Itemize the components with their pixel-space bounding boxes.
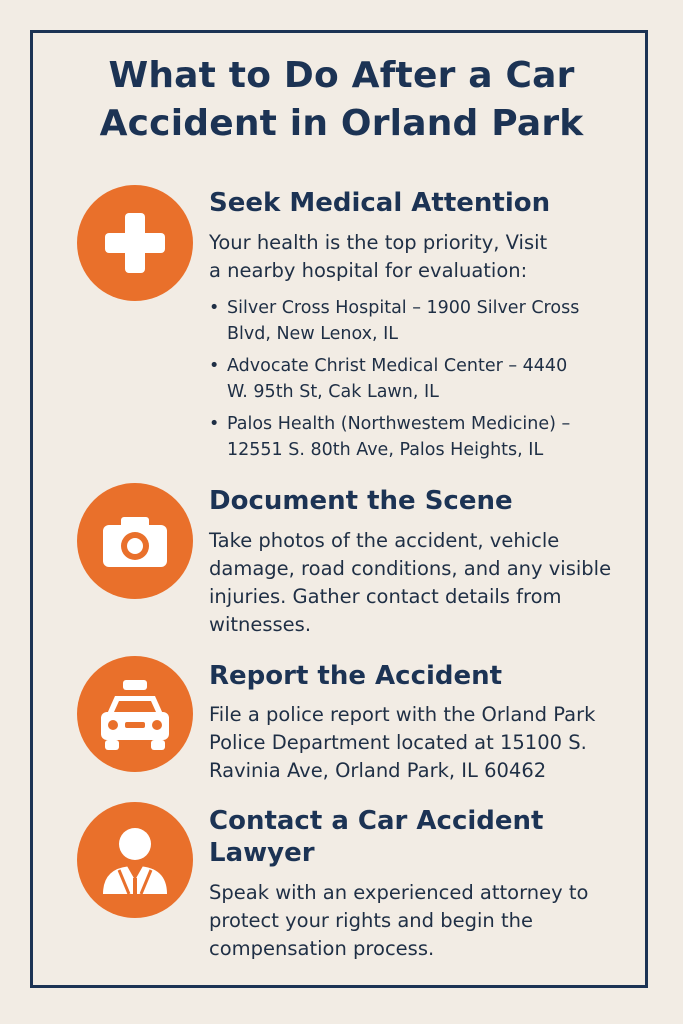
body-line: injuries. Gather contact details from <box>209 585 562 608</box>
list-item-line: Advocate Christ Medical Center – 4440 <box>227 356 568 376</box>
body-line: Your health is the top priority, Visit <box>209 231 548 254</box>
list-item <box>209 353 629 405</box>
section-body-lawyer <box>209 879 629 963</box>
bullet-dot: • <box>209 356 220 376</box>
section-heading-document: Document the Scene <box>209 486 513 516</box>
list-item <box>209 295 629 347</box>
body-line: witnesses. <box>209 613 312 636</box>
bullet-dot: • <box>209 414 220 434</box>
title-line-2: Accident in Orland Park <box>99 103 584 144</box>
body-line: protect your rights and begin the <box>209 909 533 932</box>
title-line-1: What to Do After a Car <box>108 55 575 96</box>
section-heading-medical: Seek Medical Attention <box>209 188 551 218</box>
section-heading-report: Report the Accident <box>209 661 503 691</box>
police-car-icon <box>77 656 193 772</box>
body-line: Ravinia Ave, Orland Park, IL 60462 <box>209 759 547 782</box>
section-heading-lawyer <box>209 805 543 869</box>
body-line: File a police report with the Orland Park <box>209 703 596 726</box>
medical-cross-icon <box>77 185 193 301</box>
body-line: damage, road conditions, and any visible <box>209 557 612 580</box>
body-line: a nearby hospital for evaluation: <box>209 259 528 282</box>
list-item-line: Palos Health (Northwestem Medicine) – <box>227 414 571 434</box>
body-line: compensation process. <box>209 937 435 960</box>
bullet-dot: • <box>209 298 220 318</box>
list-item-line: Silver Cross Hospital – 1900 Silver Cross <box>227 298 580 318</box>
list-item <box>209 411 629 463</box>
section-body-document <box>209 527 629 639</box>
body-line: Police Department located at 15100 S. <box>209 731 587 754</box>
heading-line: Contact a Car Accident <box>209 806 544 836</box>
body-line: Speak with an experienced attorney to <box>209 881 589 904</box>
list-item-line: W. 95th St, Cak Lawn, IL <box>227 382 439 402</box>
lawyer-person-icon <box>77 802 193 918</box>
list-item-line: Blvd, New Lenox, IL <box>227 324 399 344</box>
section-body-report <box>209 701 629 785</box>
body-line: Take photos of the accident, vehicle <box>209 529 560 552</box>
list-item-line: 12551 S. 80th Ave, Palos Heights, IL <box>227 440 544 460</box>
heading-line: Lawyer <box>209 838 315 868</box>
hospital-list <box>209 295 629 469</box>
page-title <box>0 52 683 148</box>
section-body-medical <box>209 229 629 285</box>
camera-icon <box>77 483 193 599</box>
